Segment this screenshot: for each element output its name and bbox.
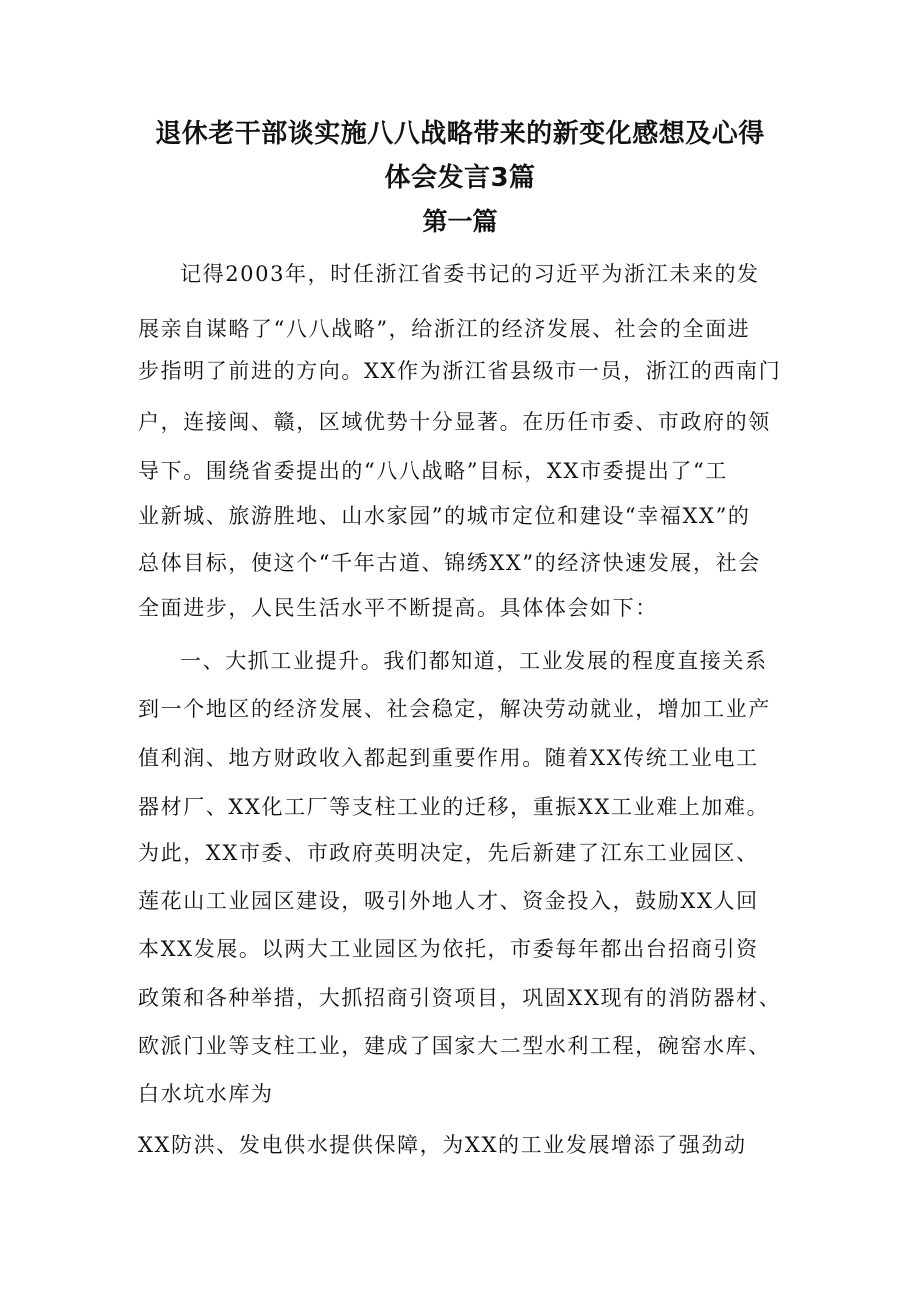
paragraph-line: 记得2003年，时任浙江省委书记的习近平为浙江未来的发 xyxy=(180,262,760,286)
paragraph-line: 欧派门业等支柱工业，建成了国家大二型水利工程，碗窑水库、 xyxy=(138,1034,771,1058)
paragraph-line: 业新城、旅游胜地、山水家园”的城市定位和建设“幸福XX”的 xyxy=(138,504,751,528)
paragraph-line: 政策和各种举措，大抓招商引资项目，巩固XX现有的消防器材、 xyxy=(138,986,782,1010)
document-title-line-1: 退休老干部谈实施八八战略带来的新变化感想及心得 xyxy=(155,119,765,149)
paragraph-line: 步指明了前进的方向。XX作为浙江省县级市一员，浙江的西南门 xyxy=(138,359,782,383)
paragraph-line: 值利润、地方财政收入都起到重要作用。随着XX传统工业电工 xyxy=(138,746,759,770)
paragraph-line: 导下。围绕省委提出的“八八战略”目标，XX市委提出了“工 xyxy=(138,459,728,483)
paragraph-line: 为此，XX市委、市政府英明决定，先后新建了江东工业园区、 xyxy=(138,841,759,865)
paragraph-line: 户，连接闽、赣，区域优势十分显著。在历任市委、市政府的领 xyxy=(138,410,771,434)
paragraph-line: 总体目标，使这个“千年古道、锦绣XX”的经济快速发展，社会 xyxy=(138,551,761,575)
paragraph-line: 到一个地区的经济发展、社会稳定，解决劳动就业，增加工业产 xyxy=(138,697,771,721)
paragraph-line: 一、大抓工业提升。我们都知道，工业发展的程度直接关系 xyxy=(180,649,768,673)
paragraph-line: XX防洪、发电供水提供保障，为XX的工业发展增添了强劲动 xyxy=(138,1133,747,1157)
paragraph-line: 展亲自谋略了“八八战略”，给浙江的经济发展、社会的全面进 xyxy=(138,317,751,341)
paragraph-line: 全面进步，人民生活水平不断提高。具体体会如下： xyxy=(138,596,658,620)
paragraph-line: 莲花山工业园区建设，吸引外地人才、资金投入，鼓励XX人回 xyxy=(138,889,759,913)
document-title-line-2: 体会发言3篇 xyxy=(384,163,536,193)
paragraph-line: 器材厂、XX化工厂等支柱工业的迁移，重振XX工业难上加难。 xyxy=(138,795,770,819)
section-heading: 第一篇 xyxy=(422,207,498,236)
paragraph-line: 本XX发展。以两大工业园区为依托，市委每年都出台招商引资 xyxy=(138,937,759,961)
paragraph-line: 白水坑水库为 xyxy=(138,1082,274,1106)
